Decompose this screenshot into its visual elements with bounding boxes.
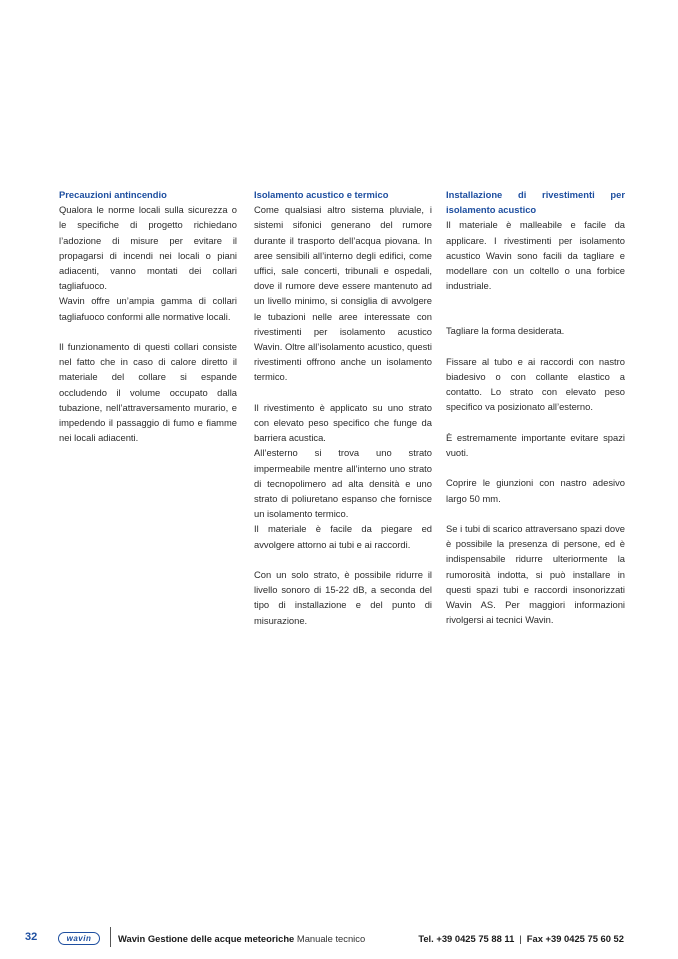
paragraph: Il rivestimento è applicato su uno strato con elevato peso specifico che funge da barriera acustica. [254,401,432,444]
divider [110,927,111,947]
paragraph: Tagliare la forma desiderata. [446,325,565,337]
page-footer [0,926,678,950]
paragraph: Wavin offre un’ampia gamma di collari tagliafuoco conformi alle normative locali. [59,295,237,322]
paragraph: Il materiale è malleabile e facile da applicare. I rivestimenti per isolamento acustico Wavin sono facili da tagliare e modellare con un coltello o una forbice industriale. [446,219,625,292]
paragraph: Coprire le giunzioni con nastro adesivo largo 50 mm. [446,477,625,504]
page-number: 32 [25,931,38,943]
paragraph: Come qualsiasi altro sistema pluviale, i sistemi sifonici generano del rumore durante il trasporto dell’acqua piovana. In aree sensibili all’interno degli edifici, come uffici, sale concerti, tribunali e ospedali, dove il rumore deve essere mantenuto ad un livello minimo, si consiglia di avvolgere le tubazioni nelle aree interessate con rivestimenti per isolamento acustico Wavin. Oltre all’isolamento acustico, questi rivestimenti offrono anche un isolamento termico. [254,204,432,383]
column-fire-precautions [59,187,237,445]
paragraph: Qualora le norme locali sulla sicurezza o le specifiche di progetto richiedano l’adozione di misure per evitare il propagarsi di incendi nei locali o piani adiacenti, vanno montati dei collari tagliafuoco. [59,204,237,292]
section-heading: Isolamento acustico e termico [254,189,389,200]
footer-title-bold: Wavin Gestione delle acque meteoriche [118,933,295,944]
column-acoustic-insulation [254,187,432,628]
section-heading: Installazione di rivestimenti per isolamento acustico [446,189,625,216]
footer-tel: Tel. +39 0425 75 88 11 [418,933,515,944]
footer-separator: | [519,933,522,944]
paragraph: Se i tubi di scarico attraversano spazi dove è possibile la presenza di persone, ed è indispensabile ridurre ulteriormente la rumorosità indotta, si può installare in questi spazi tubi e raccordi insonorizzati Wavin AS. Per maggiori informazioni rivolgersi ai tecnici Wavin. [446,523,625,626]
paragraph: È estremamente importante evitare spazi vuoti. [446,431,625,459]
paragraph: Il funzionamento di questi collari consiste nel fatto che in caso di calore diretto il materiale del collare si espande occludendo il volume occupato dalla tubazione, nell’attraversamento murario, e impedendo il passaggio di fumo e fiamme nei locali adiacenti. [59,341,237,444]
footer-title [118,933,365,944]
footer-title-regular: Manuale tecnico [296,933,366,944]
paragraph: All’esterno si trova uno strato impermeabile mentre all’interno uno strato di tecnopolimero ad alta densità e uno strato di poliuretano espanso che fornisce un isolamento termico. [254,447,432,520]
paragraph: Il materiale è facile da piegare ed avvolgere attorno ai tubi e ai raccordi. [254,523,432,550]
section-heading: Precauzioni antincendio [59,189,167,200]
paragraph: Con un solo strato, è possibile ridurre il livello sonoro di 15-22 dB, a seconda del tipo di installazione e del punto di misurazione. [254,569,432,626]
column-installation [446,187,625,627]
footer-contact [418,933,624,944]
wavin-logo: wavin [58,932,100,945]
paragraph: Fissare al tubo e ai raccordi con nastro biadesivo o con collante elastico a contatto. Lo strato con elevato peso specifico va posizionato all’esterno. [446,355,625,413]
footer-fax: Fax +39 0425 75 60 52 [526,933,624,944]
